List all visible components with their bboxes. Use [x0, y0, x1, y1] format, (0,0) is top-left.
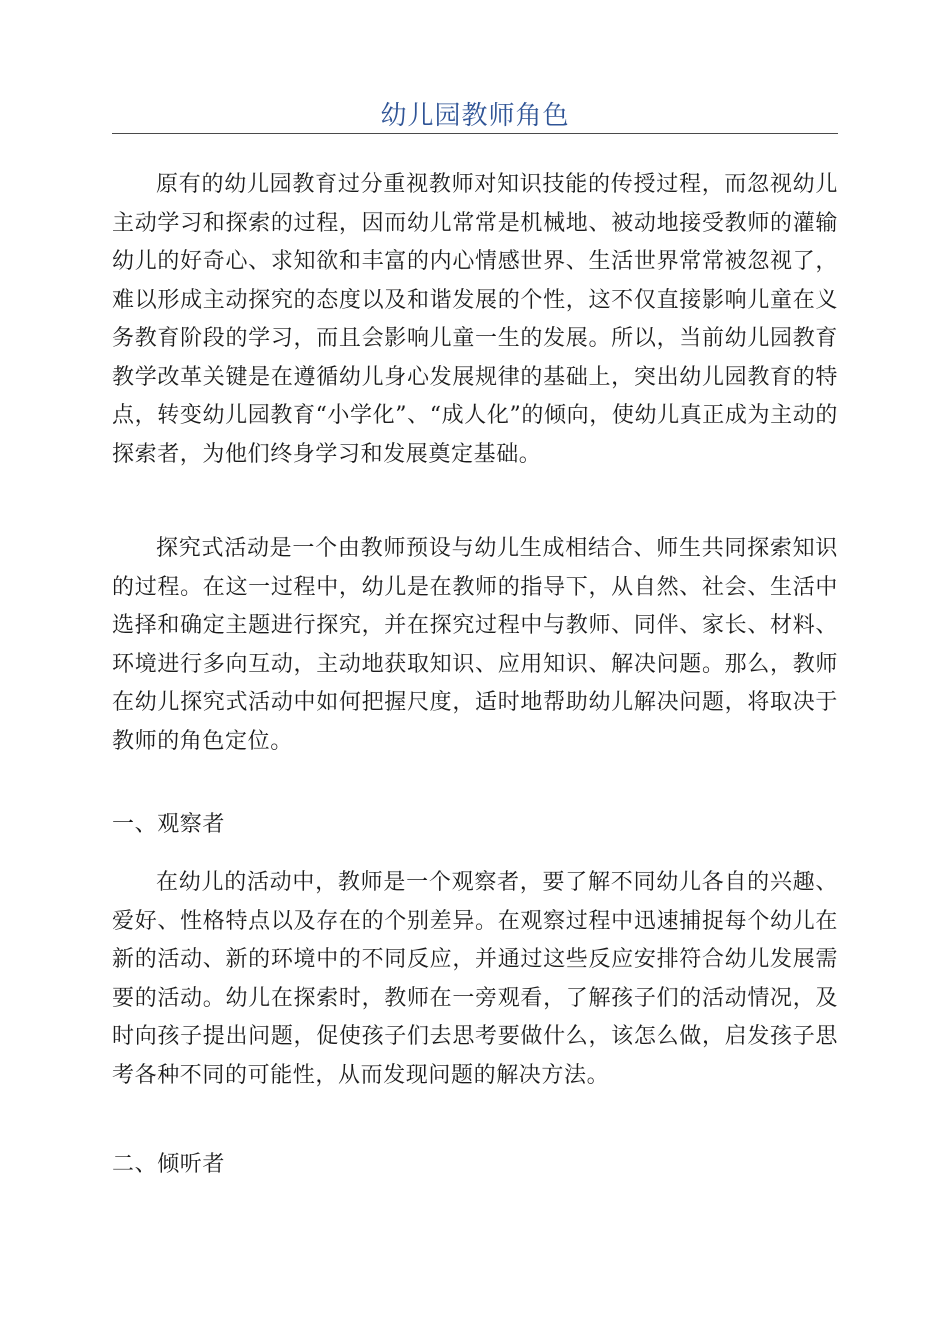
- paragraph-observer: 在幼儿的活动中，教师是一个观察者，要了解不同幼儿各自的兴趣、爱好、性格特点以及存在的个别差异。在观察过程中迅速捕捉每个幼儿在新的活动、新的环境中的不同反应，并通过这些反应安排符合幼儿发展需要的活动。幼儿在探索时，教师在一旁观看，了解孩子们的活动情况，及时向孩子提出问题，促使孩子们去思考要做什么，该怎么做，启发孩子思考各种不同的可能性，从而发现问题的解决方法。: [112, 870, 838, 1088]
- paragraph-intro: 原有的幼儿园教育过分重视教师对知识技能的传授过程，而忽视幼儿主动学习和探索的过程，因而幼儿常常是机械地、被动地接受教师的灌输幼儿的好奇心、求知欲和丰富的内心情感世界、生活世界常常被忽视了，难以形成主动探究的态度以及和谐发展的个性，这不仅直接影响儿童在义务教育阶段的学习，而且会影响儿童一生的发展。所以，当前幼儿园教育教学改革关键是在遵循幼儿身心发展规律的基础上，突出幼儿园教育的特点，转变幼儿园教育“小学化”、“成人化”的倾向，使幼儿真正成为主动的探索者，为他们终身学习和发展奠定基础。: [112, 172, 838, 467]
- section-heading-observer: 一、观察者: [112, 812, 226, 837]
- title-underline: [112, 133, 838, 134]
- section-heading-listener: 二、倾听者: [112, 1152, 226, 1177]
- paragraph-inquiry-activity: 探究式活动是一个由教师预设与幼儿生成相结合、师生共同探索知识的过程。在这一过程中，幼儿是在教师的指导下，从自然、社会、生活中选择和确定主题进行探究，并在探究过程中与教师、同伴、家长、材料、环境进行多向互动，主动地获取知识、应用知识、解决问题。那么，教师在幼儿探究式活动中如何把握尺度，适时地帮助幼儿解决问题，将取决于教师的角色定位。: [112, 536, 838, 754]
- document-title: 幼儿园教师角色: [380, 101, 570, 131]
